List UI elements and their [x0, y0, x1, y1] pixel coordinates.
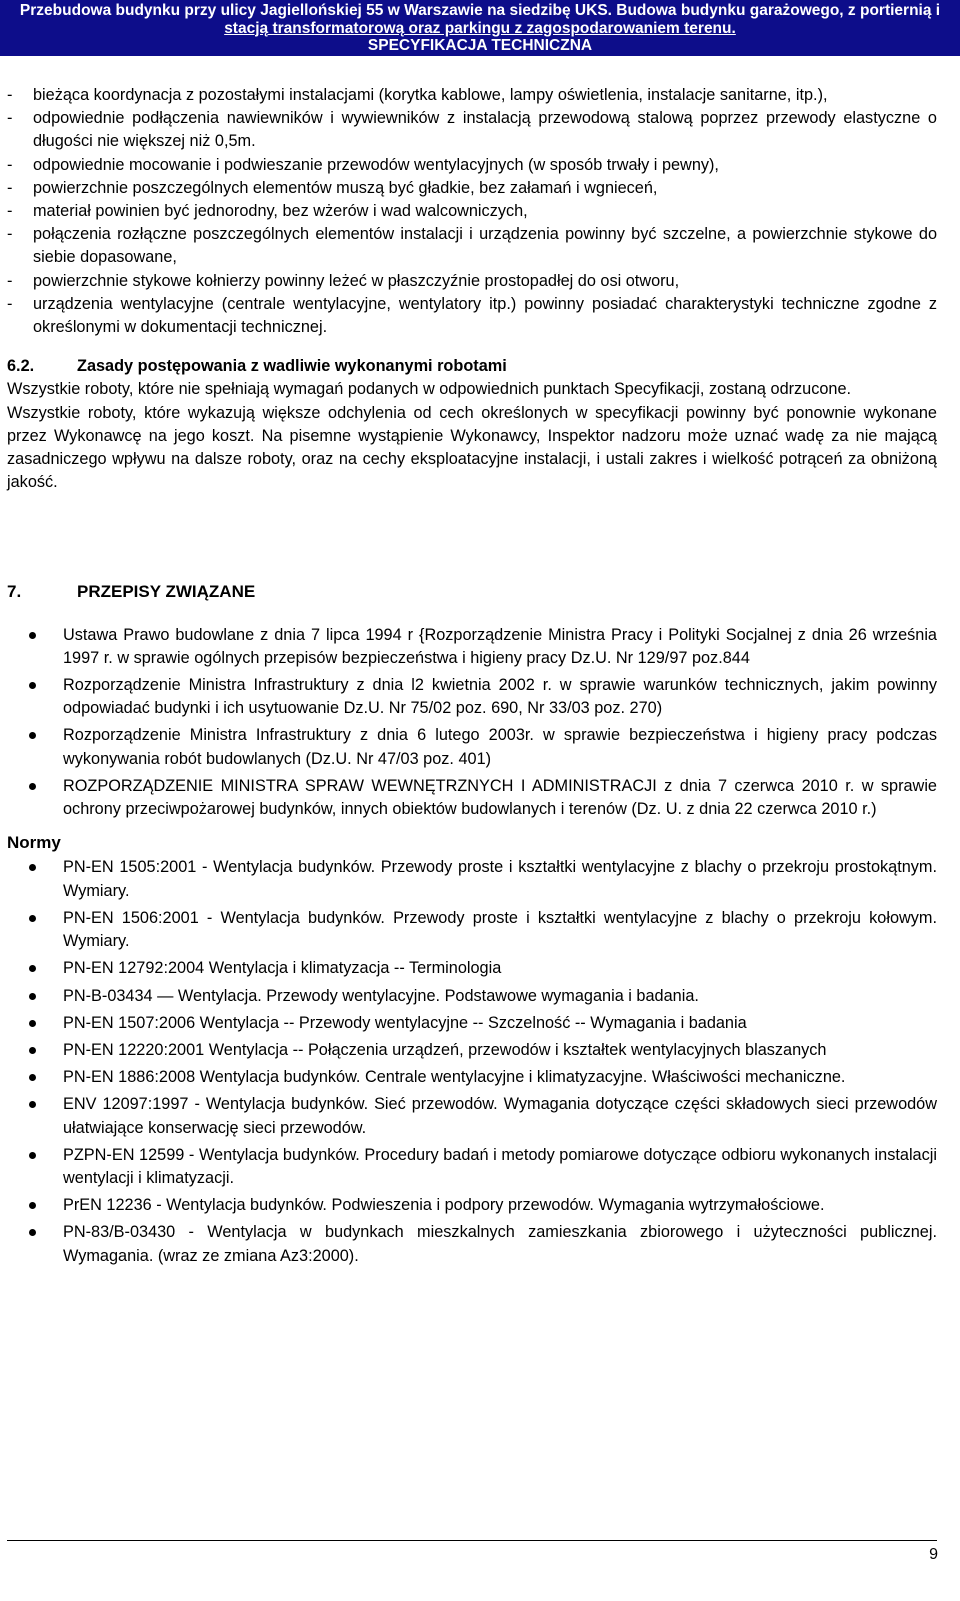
requirement-item: - odpowiednie podłączenia nawiewników i wywiewników z instalacją przewodową stalową poprzez przewody elastyczne o długości nie większej niż 0,5m. [7, 107, 937, 153]
bullet-icon [29, 1202, 36, 1209]
section-paragraph-2: Wszystkie roboty, które wykazują większe odchylenia od cech określonych w specyfikacji powinny być ponownie wykonane przez Wykonawcę na jego koszt. Na pisemne wystąpienie Wykonawcy, Inspektor nadzoru może uznać wadę za nie mającą zasadniczego wpływu na dalsze roboty, oraz na cechy eksploatacyjne instalacji, i ustali zakres i wielkość potrąceń za obniżoną jakość. [7, 403, 937, 492]
norm-text: PN-EN 1506:2001 - Wentylacja budynków. Przewody proste i kształtki wentylacyjne z blachy o przekroju kołowym. Wymiary. [63, 908, 937, 951]
norm-item [7, 856, 937, 902]
bullet-icon [29, 1229, 36, 1236]
law-text: Ustawa Prawo budowlane z dnia 7 lipca 1994 r {Rozporządzenie Ministra Pracy i Polityki Socjalnej z dnia 26 września 1997 r. w sprawie ogólnych przepisów bezpieczeństwa i higieny pracy Dz.U. Nr 129/97 poz.844 [63, 625, 937, 667]
bullet-icon [29, 993, 36, 1000]
norm-text: PN-83/B-03430 - Wentylacja w budynkach mieszkalnych zamieszkania zbiorowego i użyteczności publicznej. Wymagania. (wraz ze zmiana Az3:2000). [63, 1223, 937, 1265]
bullet-icon [29, 1152, 36, 1159]
norm-item [7, 1194, 937, 1217]
requirement-item: - połączenia rozłączne poszczególnych elementów instalacji i urządzenia powinny być szczelne, a powierzchnie stykowe do siebie dopasowane, [7, 223, 937, 269]
norm-text: ENV 12097:1997 - Wentylacja budynków. Sieć przewodów. Wymagania dotyczące części składowych sieci przewodów ułatwiające konserwację sieci przewodów. [63, 1095, 937, 1137]
norm-text: PN-EN 1507:2006 Wentylacja -- Przewody wentylacyjne -- Szczelność -- Wymagania i badania [63, 1013, 747, 1032]
law-text: ROZPORZĄDZENIE MINISTRA SPRAW WEWNĘTRZNYCH I ADMINISTRACJI z dnia 7 czerwca 2010 r. w sprawie ochrony przeciwpożarowej budynków, innych obiektów budowlanych i terenów (Dz. U. z dnia 22 czerwca 2010 r.) [63, 776, 937, 819]
law-item [7, 624, 937, 670]
norm-text: PN-EN 12220:2001 Wentylacja -- Połączenia urządzeń, przewodów i kształtek wentylacyjnych blaszanych [63, 1040, 827, 1059]
law-text: Rozporządzenie Ministra Infrastruktury z dnia l2 kwietnia 2002 r. w sprawie warunków technicznych, jakim powinny odpowiadać budynki i ich usytuowanie Dz.U. Nr 75/02 poz. 690, Nr 33/03 poz. 270) [63, 676, 937, 718]
norm-text: PrEN 12236 - Wentylacja budynków. Podwieszenia i podpory przewodów. Wymagania wytrzymałościowe. [63, 1196, 825, 1215]
document-body [7, 84, 937, 1272]
bullet-icon [29, 864, 36, 871]
norm-item [7, 1066, 937, 1089]
norm-text: PN-EN 1505:2001 - Wentylacja budynków. Przewody proste i kształtki wentylacyjne z blachy o przekroju prostokątnym. Wymiary. [63, 858, 937, 900]
header-title-line-2: stacją transformatorową oraz parkingu z zagospodarowaniem terenu. [224, 19, 736, 37]
requirements-list [7, 84, 937, 339]
section-paragraph-1: Wszystkie roboty, które nie spełniają wymagań podanych w odpowiednich punktach Specyfikacji, zostaną odrzucone. [7, 380, 852, 399]
section-heading-6-2 [7, 355, 937, 378]
page-header [0, 0, 960, 56]
norm-text: PN-EN 1886:2008 Wentylacja budynków. Centrale wentylacyjne i klimatyzacyjne. Właściwości mechaniczne. [63, 1068, 846, 1087]
bullet-icon [29, 732, 36, 739]
norm-item [7, 1039, 937, 1062]
requirement-item: - bieżąca koordynacja z pozostałymi instalacjami (korytka kablowe, lampy oświetlenia, instalacje sanitarne, itp.), [7, 84, 937, 107]
footer-divider [7, 1540, 937, 1541]
section-title: Zasady postępowania z wadliwie wykonanymi robotami [77, 357, 507, 376]
bullet-icon [29, 915, 36, 922]
chapter-heading-7 [7, 580, 937, 603]
law-item [7, 674, 937, 720]
norms-heading: Normy [7, 833, 61, 853]
norm-item [7, 1093, 937, 1139]
bullet-icon [29, 1101, 36, 1108]
bullet-icon [29, 783, 36, 790]
norm-text: PN-EN 12792:2004 Wentylacja i klimatyzacja -- Terminologia [63, 959, 502, 978]
header-title-line-1: Przebudowa budynku przy ulicy Jagiellońskiej 55 w Warszawie na siedzibę UKS. Budowa budynku garażowego, z portiernią i [19, 2, 941, 19]
bullet-icon [29, 682, 36, 689]
chapter-number: 7. [7, 582, 22, 602]
laws-list [7, 624, 937, 822]
norm-item [7, 907, 937, 953]
norm-item [7, 985, 937, 1008]
norm-item [7, 1012, 937, 1035]
bullet-icon [29, 632, 36, 639]
norm-text: PZPN-EN 12599 - Wentylacja budynków. Procedury badań i metody pomiarowe dotyczące odbioru wykonanych instalacji wentylacji i klimatyzacji. [63, 1145, 937, 1187]
chapter-title: PRZEPISY ZWIĄZANE [77, 582, 256, 602]
bullet-icon [29, 1047, 36, 1054]
requirement-item: - odpowiednie mocowanie i podwieszanie przewodów wentylacyjnych (w sposób trwały i pewny), [7, 154, 937, 177]
norm-item [7, 1221, 937, 1267]
norm-item [7, 1144, 937, 1190]
section-number: 6.2. [7, 357, 35, 376]
bullet-icon [29, 1020, 36, 1027]
requirement-item: - powierzchnie stykowe kołnierzy powinny leżeć w płaszczyźnie prostopadłej do osi otworu, [7, 270, 937, 293]
norm-text: PN-B-03434 — Wentylacja. Przewody wentylacyjne. Podstawowe wymagania i badania. [63, 986, 699, 1005]
norms-list [7, 856, 937, 1267]
norm-item [7, 957, 937, 980]
requirement-item: - urządzenia wentylacyjne (centrale wentylacyjne, wentylatory itp.) powinny posiadać charakterystyki techniczne zgodne z określonymi w dokumentacji technicznej. [7, 293, 937, 339]
requirement-item: - materiał powinien być jednorodny, bez wżerów i wad walcowniczych, [7, 200, 937, 223]
requirement-item: - powierzchnie poszczególnych elementów muszą być gładkie, bez załamań i wgnieceń, [7, 177, 937, 200]
header-subtitle: SPECYFIKACJA TECHNICZNA [367, 37, 593, 54]
law-text: Rozporządzenie Ministra Infrastruktury z dnia 6 lutego 2003r. w sprawie bezpieczeństwa i higieny pracy podczas wykonywania robót budowlanych (Dz.U. Nr 47/03 poz. 401) [63, 726, 937, 768]
law-item [7, 724, 937, 770]
page-number: 9 [929, 1546, 938, 1563]
bullet-icon [29, 965, 36, 972]
law-item [7, 775, 937, 821]
bullet-icon [29, 1074, 36, 1081]
